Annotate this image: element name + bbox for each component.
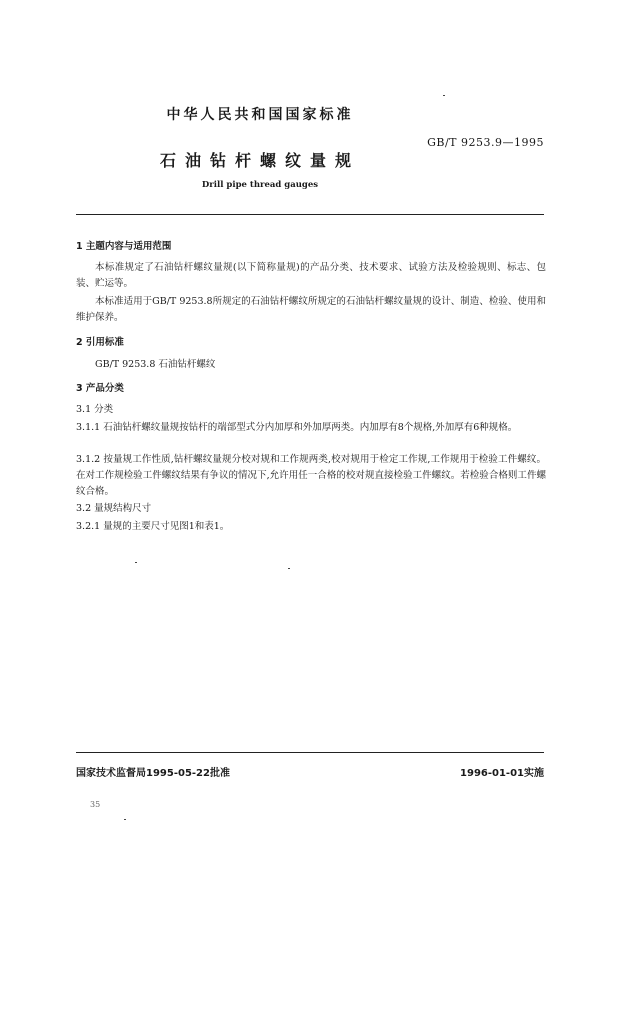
scan-speck — [288, 568, 290, 569]
section-1-paragraph-1: 本标准规定了石油钻杆螺纹量规(以下简称量规)的产品分类、技术要求、试验方法及检验规则、标志、包装、贮运等。 — [76, 262, 546, 289]
page-number: 35 — [90, 800, 101, 809]
section-3-2-heading: 3.2 量规结构尺寸 — [76, 503, 152, 514]
standard-name: 中华人民共和国国家标准 — [166, 107, 354, 123]
scan-speck — [443, 95, 445, 96]
section-3-heading: 3 产品分类 — [76, 383, 124, 394]
section-2-heading: 2 引用标准 — [76, 337, 124, 348]
document-title-zh: 石油钻杆螺纹量规 — [159, 151, 360, 170]
scan-speck — [124, 819, 126, 820]
section-3-2-1-paragraph: 3.2.1 量规的主要尺寸见图1和表1。 — [76, 521, 230, 532]
implementation-date: 1996-01-01实施 — [460, 768, 544, 779]
footer-divider — [76, 752, 544, 753]
standard-number: GB/T 9253.9—1995 — [427, 136, 544, 149]
section-3-1-1-paragraph: 3.1.1 石油钻杆螺纹量规按钻杆的端部型式分内加厚和外加厚两类。内加厚有8个规格,外加厚有6种规格。 — [76, 422, 518, 433]
section-1-heading: 1 主题内容与适用范围 — [76, 241, 172, 252]
section-3-1-2-paragraph: 3.1.2 按量规工作性质,钻杆螺纹量规分校对规和工作规两类,校对规用于检定工作规,工作规用于检验工件螺纹。在对工作规检验工件螺纹结果有争议的情况下,允许用任一合格的校对规直接检验工件螺纹。若检验合格则工件螺纹合格。 — [76, 454, 546, 497]
header-divider — [76, 214, 544, 215]
section-2-reference: GB/T 9253.8 石油钻杆螺纹 — [95, 359, 216, 370]
approval-line: 国家技术监督局1995-05-22批准 — [76, 768, 230, 779]
document-title-en: Drill pipe thread gauges — [201, 180, 319, 190]
scan-speck — [135, 562, 137, 563]
section-1-paragraph-2: 本标准适用于GB/T 9253.8所规定的石油钻杆螺纹所规定的石油钻杆螺纹量规的设计、制造、检验、使用和维护保养。 — [76, 296, 546, 323]
section-3-1-heading: 3.1 分类 — [76, 404, 114, 415]
